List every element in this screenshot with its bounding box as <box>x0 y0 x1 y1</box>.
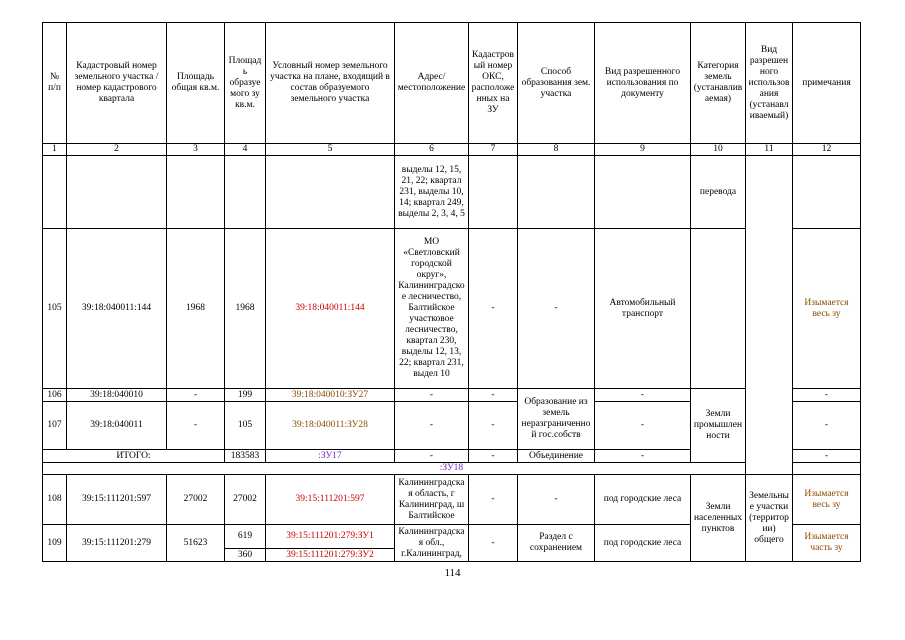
header-cell: Категория земель (устанавливаемая) <box>691 23 746 144</box>
use-cell: - <box>595 450 691 463</box>
total-area: - <box>167 402 225 450</box>
note-cell: Изымается весь зу <box>793 229 861 389</box>
row-number: 109 <box>43 525 67 562</box>
row-number: 107 <box>43 402 67 450</box>
address-cell: выделы 12, 15, 21, 22; квартал 231, выделы 10, 14; квартал 249, выделы 2, 3, 4, 5 <box>395 156 469 229</box>
col-number: 7 <box>469 144 518 156</box>
col-number: 9 <box>595 144 691 156</box>
header-cell: Площадь образуемого зу кв.м. <box>225 23 266 144</box>
note-cell: - <box>793 389 861 402</box>
header-cell: Кадастровый номер ОКС, расположенных на ЗУ <box>469 23 518 144</box>
cadastral-number: 39:18:040010 <box>67 389 167 402</box>
oks-cell: - <box>469 475 518 525</box>
table-row <box>43 475 861 525</box>
header-cell: № п/п <box>43 23 67 144</box>
category-cell: перевода <box>691 156 746 229</box>
header-cell: Условный номер земельного участка на плане, входящий в состав образуемого земельного участка <box>266 23 395 144</box>
use-cell: под городские леса <box>595 525 691 562</box>
formed-area: 1968 <box>225 229 266 389</box>
category-cell: Земли населенных пунктов <box>691 475 746 562</box>
conditional-number: 39:18:040011:144 <box>266 229 395 389</box>
col-number: 3 <box>167 144 225 156</box>
row-number: 105 <box>43 229 67 389</box>
oks-cell: - <box>469 402 518 450</box>
col-number: 10 <box>691 144 746 156</box>
note-cell: - <box>793 402 861 450</box>
total-label: ИТОГО: <box>43 450 225 463</box>
conditional-number: 39:15:111201:279:ЗУ2 <box>266 549 395 562</box>
oks-cell: - <box>469 229 518 389</box>
header-cell: Вид разрешенного использования (устанавливаемый) <box>746 23 793 144</box>
table-row <box>43 389 861 402</box>
category-cell: Земли промышленности <box>691 389 746 463</box>
col-number: 11 <box>746 144 793 156</box>
section-row <box>43 463 861 475</box>
section-heading: :ЗУ18 <box>43 463 861 475</box>
cadastral-number: 39:18:040011:144 <box>67 229 167 389</box>
header-cell: Площадь общая кв.м. <box>167 23 225 144</box>
address-cell: - <box>395 450 469 463</box>
use-cell: - <box>595 389 691 402</box>
table-row <box>43 229 861 389</box>
formed-area: 199 <box>225 389 266 402</box>
header-cell: Способ образования зем. участка <box>518 23 595 144</box>
oks-cell: - <box>469 389 518 402</box>
formed-area: 27002 <box>225 475 266 525</box>
conditional-number: 39:18:040010:ЗУ27 <box>266 389 395 402</box>
row-number: 106 <box>43 389 67 402</box>
page-number: 114 <box>444 567 461 579</box>
conditional-number: :ЗУ17 <box>266 450 395 463</box>
oks-cell: - <box>469 450 518 463</box>
formed-area: 105 <box>225 402 266 450</box>
method-cell: - <box>518 475 595 525</box>
use-cell: - <box>595 402 691 450</box>
address-cell: - <box>395 389 469 402</box>
col-number: 12 <box>793 144 861 156</box>
method-cell: - <box>518 229 595 389</box>
conditional-number: 39:18:040011:ЗУ28 <box>266 402 395 450</box>
method-cell: Образование из земель неразграниченной гос.собств <box>518 389 595 450</box>
formed-area: 360 <box>225 549 266 562</box>
header-cell: Кадастровый номер земельного участка /номер кадастрового квартала <box>67 23 167 144</box>
total-area: - <box>167 389 225 402</box>
cadastral-number: 39:15:111201:279 <box>67 525 167 562</box>
continuation-row <box>43 156 861 229</box>
col-number: 4 <box>225 144 266 156</box>
formed-area: 619 <box>225 525 266 549</box>
total-area: 27002 <box>167 475 225 525</box>
header-cell: примечания <box>793 23 861 144</box>
header-cell: Вид разрешенного использования по документу <box>595 23 691 144</box>
row-number: 108 <box>43 475 67 525</box>
header-row <box>43 23 861 144</box>
note-cell: Изымается весь зу <box>793 475 861 525</box>
conditional-number: 39:15:111201:279:ЗУ1 <box>266 525 395 549</box>
column-number-row <box>43 144 861 156</box>
method-cell: Объединение <box>518 450 595 463</box>
note-cell: Изымается часть зу <box>793 525 861 562</box>
col-number: 2 <box>67 144 167 156</box>
total-area: 183583 <box>225 450 266 463</box>
address-cell: Калининградская обл., г.Калининград, <box>395 525 469 562</box>
use-cell: под городские леса <box>595 475 691 525</box>
col-number: 1 <box>43 144 67 156</box>
address-cell: - <box>395 402 469 450</box>
oks-cell: - <box>469 525 518 562</box>
cadastral-number: 39:18:040011 <box>67 402 167 450</box>
note-cell: - <box>793 450 861 463</box>
cadastral-table <box>42 22 861 562</box>
address-cell: Калининградская область, г Калининград, ш Балтийское <box>395 475 469 525</box>
address-cell: МО «Светловский городской округ», Калининградское лесничество, Балтийское участковое лесничество, квартал 230, выделы 12, 13, 22; квартал 231, выдел 10 <box>395 229 469 389</box>
method-cell: Раздел с сохранением <box>518 525 595 562</box>
conditional-number: 39:15:111201:597 <box>266 475 395 525</box>
header-cell: Адрес/ местоположение <box>395 23 469 144</box>
col-number: 6 <box>395 144 469 156</box>
col-number: 5 <box>266 144 395 156</box>
total-area: 51623 <box>167 525 225 562</box>
cadastral-number: 39:15:111201:597 <box>67 475 167 525</box>
total-area: 1968 <box>167 229 225 389</box>
use-type-cell: Земельные участки (территории) общего <box>746 475 793 562</box>
use-cell: Автомобильный транспорт <box>595 229 691 389</box>
col-number: 8 <box>518 144 595 156</box>
